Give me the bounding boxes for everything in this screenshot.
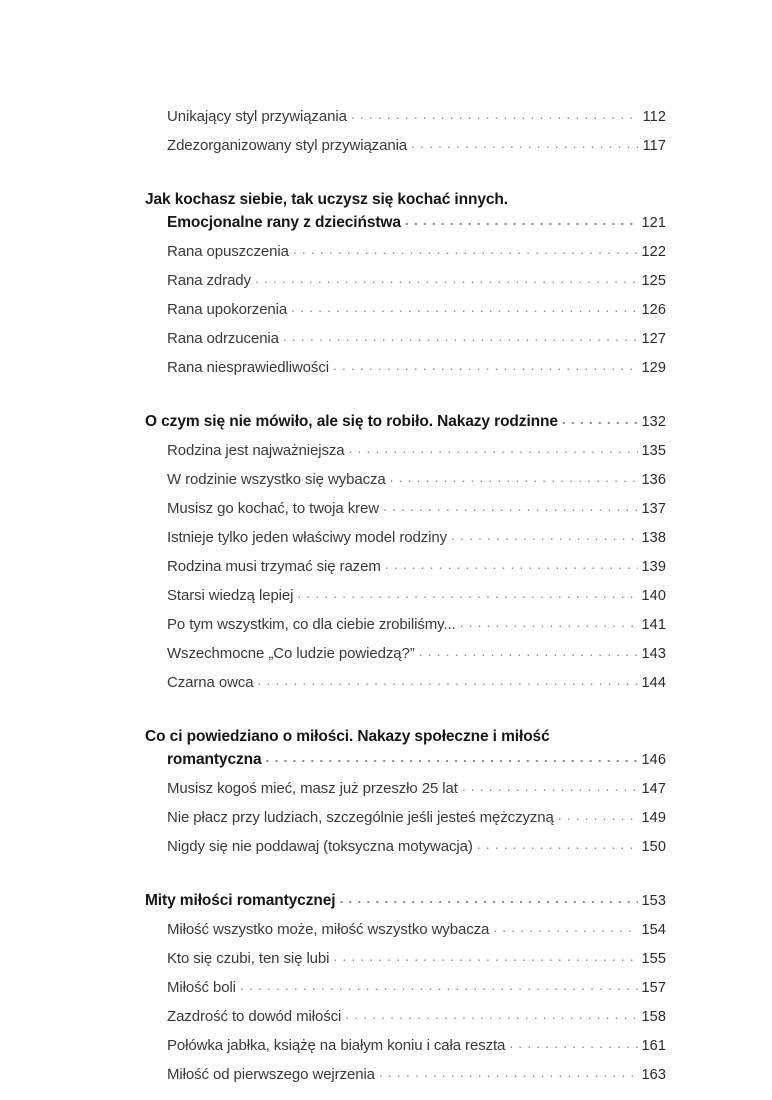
toc-line [145,835,666,859]
toc-line [145,555,666,579]
toc-entry-label: Musisz kogoś mieć, masz już przeszło 25 lat [167,780,458,797]
dot-leader [477,836,638,851]
toc-line [145,642,666,666]
toc-heading-line: Jak kochasz siebie, tak uczysz się kochać innych. [145,191,508,208]
dot-leader [451,527,638,542]
toc-page-number: 137 [641,501,666,517]
toc-page-number: 161 [641,1038,666,1054]
toc-entry[interactable] [145,918,666,942]
dot-leader [283,328,638,343]
toc-entry-label: Miłość boli [167,979,236,996]
toc-entry-label: Czarna owca [167,674,254,691]
dot-leader [351,106,638,121]
toc-entry[interactable] [145,497,666,521]
dot-leader [266,749,638,765]
toc-line [145,327,666,351]
toc-entry[interactable] [145,642,666,666]
dot-leader [419,643,638,658]
dot-leader [562,411,638,427]
toc-entry-label: Rodzina musi trzymać się razem [167,558,381,575]
toc-line [145,269,666,293]
dot-leader [345,1006,638,1021]
toc-line [145,439,666,463]
toc-entry[interactable] [145,1063,666,1087]
toc-entry-label: Rodzina jest najważniejsza [167,442,345,459]
toc-page-number: 154 [641,922,666,938]
toc-line [145,671,666,695]
toc-page-number: 117 [642,138,666,154]
toc-entry-label: Miłość wszystko może, miłość wszystko wybacza [167,921,490,938]
toc-line [145,526,666,550]
toc-section-heading[interactable] [145,725,666,772]
toc-entry[interactable] [145,269,666,293]
toc-entry[interactable] [145,134,666,158]
toc-entry-label: Połówka jabłka, książę na białym koniu i cała reszta [167,1037,506,1054]
dot-leader [558,807,638,822]
toc-entry[interactable] [145,468,666,492]
toc-page-number: 139 [641,559,666,575]
toc-page-number: 125 [641,273,666,289]
toc-entry[interactable] [145,947,666,971]
toc-page-number: 149 [641,810,666,826]
toc-page-number: 143 [641,646,666,662]
toc-page-number: 138 [641,530,666,546]
toc-entry-label: W rodzinie wszystko się wybacza [167,471,386,488]
toc-page-number: 163 [641,1067,666,1083]
toc-page-number: 136 [641,472,666,488]
dot-leader [349,440,639,455]
toc-line [145,806,666,830]
toc-entry-label: Miłość od pierwszego wejrzenia [167,1066,375,1083]
toc-line [145,468,666,492]
toc-entry[interactable] [145,806,666,830]
toc-line [145,976,666,1000]
toc-line [145,497,666,521]
dot-leader [339,890,638,906]
toc-page-number: 141 [641,617,666,633]
toc-entry-label: romantyczna [167,751,262,768]
toc-page-number: 157 [641,980,666,996]
toc-entry-label: Emocjonalne rany z dzieciństwa [167,214,401,231]
toc-section-heading[interactable] [145,410,666,434]
toc-entry-label: Rana upokorzenia [167,301,288,318]
toc-line [145,105,666,129]
toc-page-number: 129 [641,360,666,376]
toc-entry-label: Unikający styl przywiązania [167,108,347,125]
toc-entry-label: Kto się czubi, ten się lubi [167,950,330,967]
toc-line [145,918,666,942]
dot-leader [509,1035,638,1050]
toc-page-number: 155 [641,951,666,967]
toc-entry[interactable] [145,356,666,380]
toc-entry-label: Nigdy się nie poddawaj (toksyczna motywacja) [167,838,473,855]
dot-leader [390,469,638,484]
toc-section-heading[interactable] [145,188,666,235]
toc-line [145,298,666,322]
toc-page-number: 122 [641,244,666,260]
toc-entry[interactable] [145,835,666,859]
dot-leader [385,556,638,571]
toc-entry-label: Zazdrość to dowód miłości [167,1008,342,1025]
toc-entry-label: Po tym wszystkim, co dla ciebie zrobiliśmy... [167,616,456,633]
toc-page-number: 144 [641,675,666,691]
toc-page-number: 112 [642,109,666,125]
toc-entry-label: Rana opuszczenia [167,243,289,260]
toc-entry[interactable] [145,1005,666,1029]
toc-entry-label: Rana odrzucenia [167,330,279,347]
toc-entry[interactable] [145,240,666,264]
toc-line [145,777,666,801]
toc-entry-label: Zdezorganizowany styl przywiązania [167,137,408,154]
toc-entry-label: Rana niesprawiedliwości [167,359,329,376]
toc-page-number: 135 [641,443,666,459]
dot-leader [255,270,638,285]
toc-line [145,1005,666,1029]
toc-entry-label: Wszechmocne „Co ludzie powiedzą?” [167,645,415,662]
toc-entry-label: Mity miłości romantycznej [145,892,336,909]
toc-entry[interactable] [145,777,666,801]
toc-page-number: 140 [641,588,666,604]
toc-line [145,889,666,913]
dot-leader [291,299,638,314]
toc-entry[interactable] [145,105,666,129]
toc-entry[interactable] [145,976,666,1000]
toc-entry[interactable] [145,671,666,695]
toc-page-number: 132 [641,414,666,430]
dot-leader [383,498,638,513]
toc-line [145,748,666,772]
toc-entry-label: Musisz go kochać, to twoja krew [167,500,379,517]
toc-entry[interactable] [145,298,666,322]
dot-leader [379,1064,638,1079]
dot-leader [293,241,638,256]
toc-line [145,1034,666,1058]
toc-entry[interactable] [145,613,666,637]
toc-entry[interactable] [145,439,666,463]
toc-entry-label: Nie płacz przy ludziach, szczególnie jeśli jesteś mężczyzną [167,809,554,826]
toc-entry[interactable] [145,1034,666,1058]
toc-page-number: 150 [641,839,666,855]
toc-line [145,134,666,158]
toc-entry-label: Starsi wiedzą lepiej [167,587,294,604]
toc-page-number: 127 [641,331,666,347]
toc-line [145,240,666,264]
toc-entry-label: Istnieje tylko jeden właściwy model rodziny [167,529,447,546]
toc-entry[interactable] [145,526,666,550]
toc-page-number: 146 [641,752,666,768]
table-of-contents [145,105,666,1087]
toc-line [145,947,666,971]
toc-page-number: 121 [641,215,666,231]
toc-page-number: 158 [641,1009,666,1025]
toc-entry[interactable] [145,584,666,608]
dot-leader [333,948,638,963]
toc-page-number: 153 [641,893,666,909]
toc-line [145,584,666,608]
toc-heading-line: Co ci powiedziano o miłości. Nakazy społeczne i miłość [145,728,550,745]
dot-leader [405,212,638,228]
dot-leader [333,357,638,372]
dot-leader [257,672,638,687]
toc-page-number: 126 [641,302,666,318]
dot-leader [493,919,638,934]
toc-line [145,1063,666,1087]
toc-line [145,613,666,637]
dot-leader [411,135,638,150]
dot-leader [297,585,638,600]
dot-leader [462,778,638,793]
dot-leader [240,977,638,992]
toc-page-number: 147 [641,781,666,797]
toc-line [145,410,666,434]
toc-entry[interactable] [145,327,666,351]
dot-leader [460,614,638,629]
toc-section-heading[interactable] [145,889,666,913]
toc-entry-label: Rana zdrady [167,272,251,289]
toc-entry-label: O czym się nie mówiło, ale się to robiło. Nakazy rodzinne [145,413,558,430]
toc-line [145,356,666,380]
toc-entry[interactable] [145,555,666,579]
toc-line [145,211,666,235]
